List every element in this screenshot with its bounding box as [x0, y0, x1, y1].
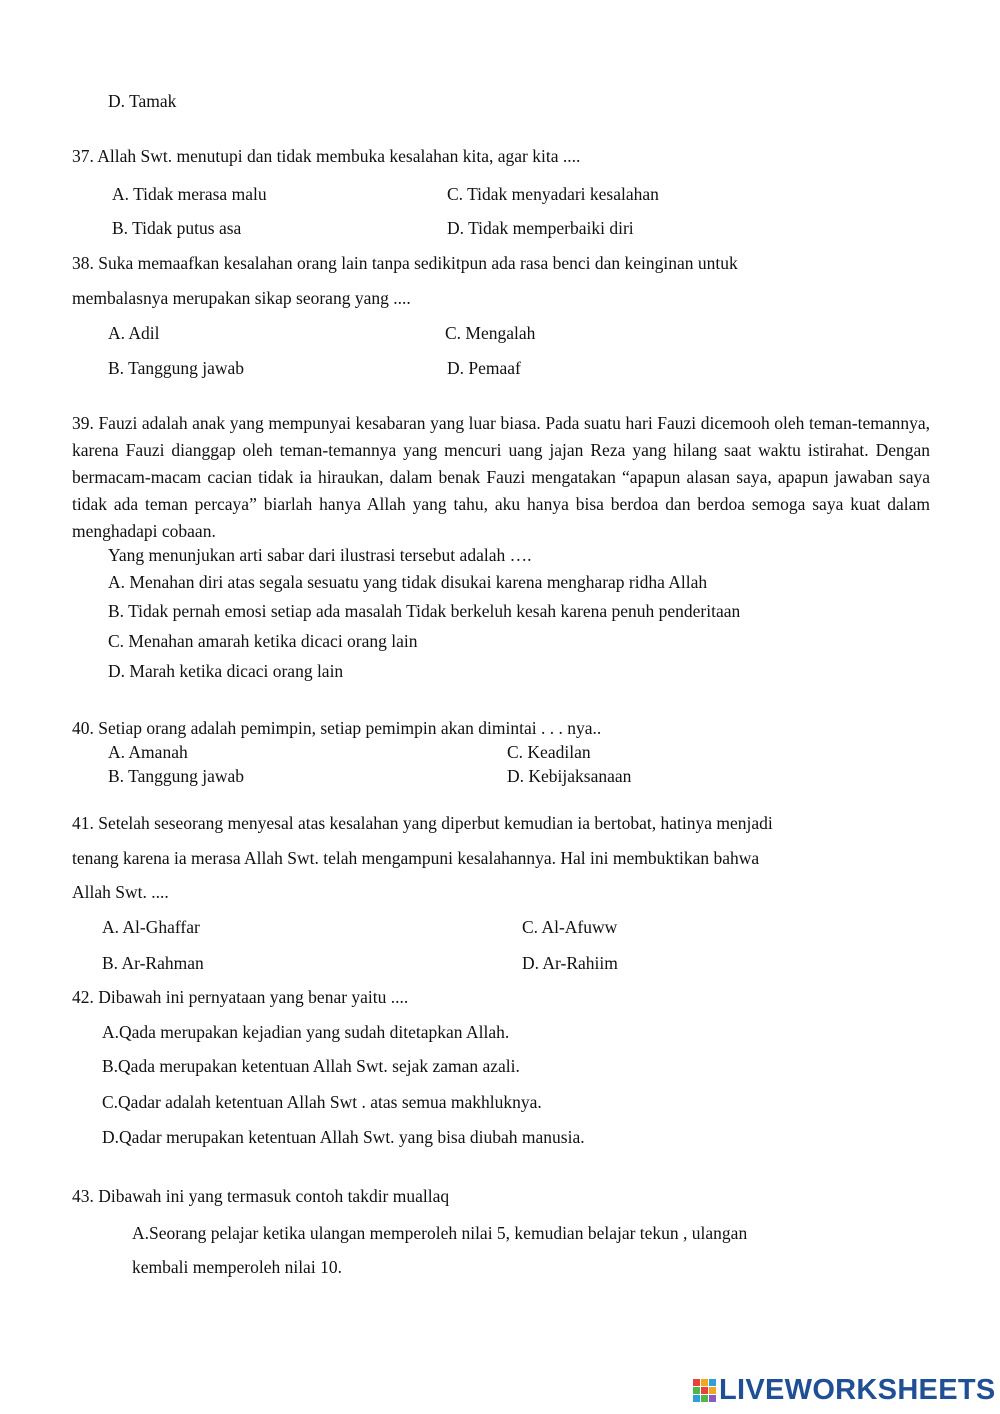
- q37-option-b: B. Tidak putus asa: [112, 218, 242, 238]
- q39-option-d: D. Marah ketika dicaci orang lain: [108, 661, 344, 681]
- q41-option-b: B. Ar-Rahman: [102, 953, 204, 973]
- logo-square: [693, 1395, 700, 1402]
- liveworksheets-logo[interactable]: [693, 1372, 996, 1408]
- q39-option-a: A. Menahan diri atas segala sesuatu yang tidak disukai karena mengharap ridha Allah: [108, 572, 708, 592]
- q38-option-a: A. Adil: [108, 323, 160, 343]
- q43-option-a-line1: A.Seorang pelajar ketika ulangan memperoleh nilai 5, kemudian belajar tekun , ulangan: [132, 1223, 748, 1243]
- q38-option-d: D. Pemaaf: [447, 358, 521, 378]
- q38-option-b: B. Tanggung jawab: [108, 358, 245, 378]
- logo-square: [709, 1379, 716, 1386]
- q41-question-line1: 41. Setelah seseorang menyesal atas kesalahan yang diperbut kemudian ia bertobat, hatinya menjadi: [72, 813, 773, 833]
- q39-option-b: B. Tidak pernah emosi setiap ada masalah Tidak berkeluh kesah karena penuh penderitaan: [108, 601, 741, 621]
- q39-option-c: C. Menahan amarah ketika dicaci orang lain: [108, 631, 418, 651]
- q38-question-line2: membalasnya merupakan sikap seorang yang ....: [72, 288, 411, 308]
- q40-option-a: A. Amanah: [108, 742, 188, 762]
- logo-square: [693, 1387, 700, 1394]
- q37-option-a: A. Tidak merasa malu: [112, 184, 267, 204]
- q37-question: 37. Allah Swt. menutupi dan tidak membuka kesalahan kita, agar kita ....: [72, 146, 581, 166]
- q41-question-line3: Allah Swt. ....: [72, 882, 169, 902]
- q40-option-b: B. Tanggung jawab: [108, 766, 245, 786]
- logo-square: [701, 1395, 708, 1402]
- q42-option-b: B.Qada merupakan ketentuan Allah Swt. sejak zaman azali.: [102, 1056, 520, 1076]
- q37-option-c: C. Tidak menyadari kesalahan: [447, 184, 659, 204]
- logo-square: [701, 1387, 708, 1394]
- q43-question: 43. Dibawah ini yang termasuk contoh takdir muallaq: [72, 1186, 450, 1206]
- q38-option-c: C. Mengalah: [445, 323, 536, 343]
- q39-paragraph: 39. Fauzi adalah anak yang mempunyai kesabaran yang luar biasa. Pada suatu hari Fauzi dicemooh oleh teman-temannya, karena Fauzi dianggap oleh teman-temannya yang mencuri uang jajan Reza yang hilang saat waktu istirahat. Dengan bermacam-macam cacian tidak ia hiraukan, dalam benak Fauzi mengatakan “apapun alasan saya, apapun jawaban saya tidak ada teman percaya” biarlah hanya Allah yang tahu, aku hanya bisa berdoa dan berdoa semoga saya kuat dalam menghadapi cobaan.: [72, 413, 930, 541]
- q42-option-a: A.Qada merupakan kejadian yang sudah ditetapkan Allah.: [102, 1022, 510, 1042]
- q42-option-c: C.Qadar adalah ketentuan Allah Swt . atas semua makhluknya.: [102, 1092, 542, 1112]
- logo-square: [709, 1395, 716, 1402]
- q38-question-line1: 38. Suka memaafkan kesalahan orang lain tanpa sedikitpun ada rasa benci dan keinginan untuk: [72, 253, 738, 273]
- q36-option-d: D. Tamak: [108, 91, 177, 111]
- q43-option-a-line2: kembali memperoleh nilai 10.: [132, 1257, 342, 1277]
- logo-mark-icon: [693, 1379, 716, 1402]
- q40-option-c: C. Keadilan: [507, 742, 591, 762]
- q41-option-d: D. Ar-Rahiim: [522, 953, 618, 973]
- q42-question: 42. Dibawah ini pernyataan yang benar yaitu ....: [72, 987, 409, 1007]
- q40-option-d: D. Kebijaksanaan: [507, 766, 632, 786]
- q41-option-a: A. Al-Ghaffar: [102, 917, 200, 937]
- q41-option-c: C. Al-Afuww: [522, 917, 618, 937]
- logo-square: [693, 1379, 700, 1386]
- q39-question: Yang menunjukan arti sabar dari ilustrasi tersebut adalah ….: [108, 545, 532, 565]
- q37-option-d: D. Tidak memperbaiki diri: [447, 218, 634, 238]
- q42-option-d: D.Qadar merupakan ketentuan Allah Swt. yang bisa diubah manusia.: [102, 1127, 585, 1147]
- logo-brand-text: LIVEWORKSHEETS: [719, 1373, 996, 1406]
- q40-question: 40. Setiap orang adalah pemimpin, setiap pemimpin akan dimintai . . . nya..: [72, 718, 602, 738]
- q41-question-line2: tenang karena ia merasa Allah Swt. telah mengampuni kesalahannya. Hal ini membuktikan bahwa: [72, 848, 760, 868]
- logo-square: [709, 1387, 716, 1394]
- logo-square: [701, 1379, 708, 1386]
